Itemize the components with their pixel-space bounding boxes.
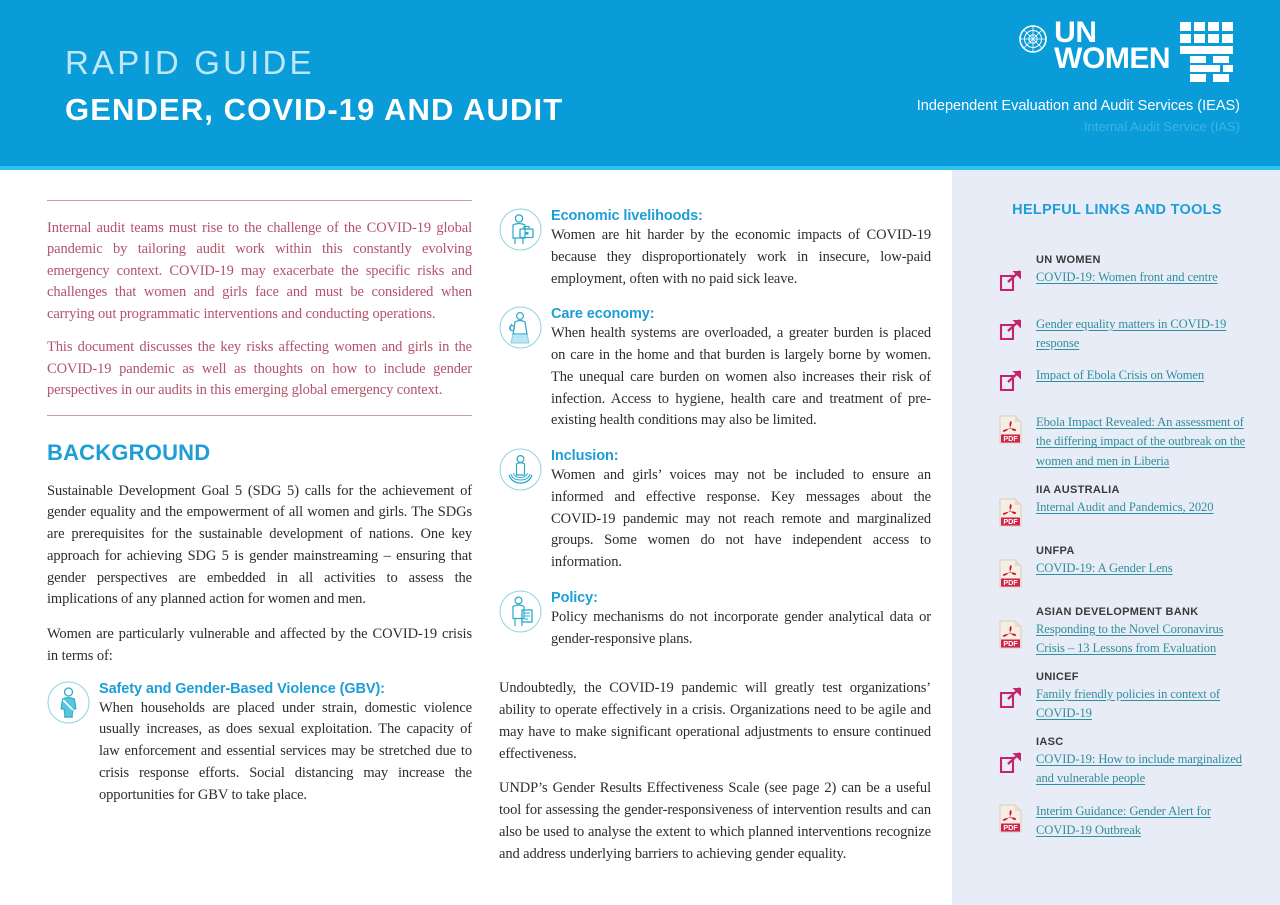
external-link-icon[interactable] [998, 368, 1024, 396]
svg-text:PDF: PDF [1003, 516, 1018, 526]
un-women-logo [940, 16, 1240, 89]
sidebar-link-text[interactable]: Impact of Ebola Crisis on Women [1036, 368, 1205, 383]
pdf-icon[interactable] [998, 498, 1024, 526]
pdf-icon[interactable] [998, 620, 1024, 648]
sidebar-link-row[interactable] [980, 498, 1254, 532]
external-link-icon[interactable] [998, 685, 1024, 713]
link-organization-label: UN WOMEN [1036, 254, 1101, 266]
inclusion-hands-icon [499, 448, 542, 491]
sidebar-link-text[interactable]: COVID-19: Women front and centre [1036, 270, 1218, 284]
sidebar-link-text[interactable]: COVID-19: A Gender Lens [1036, 560, 1173, 575]
bullet-title: Economic livelihoods: [551, 208, 703, 224]
bullet-body: Women are hit harder by the economic impacts of COVID-19 because they disproportionately work in insecure, low-paid employment, often with no paid sick leave. [551, 227, 931, 287]
bullet-inclusion [499, 448, 931, 574]
page-header [0, 0, 1280, 170]
sidebar-link-row[interactable] [980, 413, 1254, 470]
sidebar-links-list [980, 254, 1254, 840]
sidebar-link-text[interactable]: Gender equality matters in COVID-19 response [1036, 317, 1227, 351]
bullet-body: When households are placed under strain, domestic violence usually increases, as does sexual exploitation. The capacity of law enforcement and essential services may be stretched due to crisis response efforts. Social distancing may increase the opportunities for GBV to take place. [99, 699, 472, 803]
bullet-title: Safety and Gender-Based Violence (GBV): [99, 680, 385, 697]
link-organization-label: IASC [1036, 736, 1064, 749]
sidebar-link-row[interactable] [980, 366, 1254, 400]
sidebar-link-group [980, 802, 1254, 840]
left-column [47, 200, 472, 822]
sidebar-link-text[interactable]: Ebola Impact Revealed: An assessment of the differing impact of the outbreak on the women and men in Liberia [1036, 415, 1246, 468]
helpful-links-sidebar [952, 170, 1280, 905]
background-paragraph-1: Sustainable Development Goal 5 (SDG 5) calls for the achievement of gender equality and the empowerment of all women and girls. The SDGs are prerequisites for the sustainable development of nations. One key approach for achieving SDG 5 is gender mainstreaming – ensuring that gender perspectives are embedded in all activities to assess the implications of any planned action for women and men. [47, 482, 472, 608]
bullet-body: When health systems are overloaded, a greater burden is placed on care in the home and that burden is largely borne by women. The unequal care burden on women also increases their risk of infection. Access to hygiene, health care and treatment of pre-existing health conditions may also be limited. [551, 325, 931, 429]
page-title: GENDER, COVID-19 AND AUDIT [65, 92, 564, 127]
middle-column [499, 208, 931, 878]
sidebar-link-text[interactable]: Family friendly policies in context of COVID-19 [1036, 686, 1221, 721]
link-organization-label: UNICEF [1036, 670, 1079, 683]
sidebar-link-text[interactable]: Interim Guidance: Gender Alert for COVID-19 Outbreak [1036, 803, 1211, 837]
sidebar-link-row[interactable] [980, 559, 1254, 593]
sidebar-link-row[interactable] [980, 750, 1254, 788]
sidebar-title: HELPFUL LINKS AND TOOLS [1012, 202, 1222, 218]
sidebar-link-group [980, 736, 1254, 788]
sidebar-link-group [980, 671, 1254, 723]
bullet-economic-livelihoods [499, 208, 931, 290]
link-organization-label: IIA AUSTRALIA [1036, 483, 1120, 496]
caregiver-icon [499, 306, 542, 349]
sidebar-link-row[interactable] [980, 620, 1254, 658]
sidebar-link-row[interactable] [980, 685, 1254, 723]
sidebar-link-row[interactable] [980, 315, 1254, 353]
svg-text:PDF: PDF [1003, 434, 1018, 444]
un-emblem-icon [1018, 24, 1048, 54]
link-organization-label: UNFPA [1036, 544, 1075, 557]
woman-figure-icon [47, 681, 90, 724]
sidebar-link-group [980, 545, 1254, 593]
bullet-safety-gbv [47, 681, 472, 807]
sidebar-link-group [980, 254, 1254, 302]
sidebar-link-text[interactable]: COVID-19: How to include marginalized and vulnerable people [1036, 752, 1242, 786]
link-organization-label: ASIAN DEVELOPMENT BANK [1036, 605, 1199, 618]
external-link-icon[interactable] [998, 268, 1024, 296]
intro-divider-bottom [47, 415, 472, 416]
pdf-icon[interactable] [998, 559, 1024, 587]
pdf-icon[interactable] [998, 415, 1024, 443]
bullet-title: Policy: [551, 589, 598, 606]
header-subtitle-secondary: Internal Audit Service (IAS) [1083, 119, 1240, 134]
bullet-title: Care economy: [551, 306, 655, 323]
svg-text:PDF: PDF [1003, 638, 1018, 648]
pdf-icon[interactable] [998, 804, 1024, 832]
background-paragraph-2: Women are particularly vulnerable and affected by the COVID-19 crisis in terms of: [47, 626, 472, 664]
sidebar-link-group [980, 366, 1254, 400]
sidebar-link-row[interactable] [980, 802, 1254, 840]
intro-paragraph-2: This document discusses the key risks affecting women and girls in the COVID-19 pandemic as well as thoughts on how to include gender perspectives in our audits in this emerging global emergency context. [47, 339, 472, 399]
bullet-care-economy [499, 306, 931, 432]
header-kicker: RAPID GUIDE [65, 44, 315, 81]
sidebar-link-group [980, 315, 1254, 353]
bullet-title: Inclusion: [551, 448, 619, 464]
sidebar-link-text[interactable]: Internal Audit and Pandemics, 2020 [1036, 499, 1214, 514]
svg-text:PDF: PDF [1003, 822, 1018, 832]
sidebar-link-text[interactable]: Responding to the Novel Coronavirus Crisis – 13 Lessons from Evaluation [1036, 621, 1224, 655]
logo-text-un: UN [1054, 16, 1097, 49]
intro-paragraph-1: Internal audit teams must rise to the challenge of the COVID-19 global pandemic by tailoring audit work within this constantly evolving emergency context. COVID-19 may exacerbate the specific risks and challenges that women and girls face and must be considered when carrying out programmatic interventions and conducting operations. [47, 220, 472, 322]
bullet-body: Policy mechanisms do not incorporate gender analytical data or gender-responsive plans. [551, 608, 931, 647]
sidebar-link-group [980, 606, 1254, 658]
middle-paragraph-1: Undoubtedly, the COVID-19 pandemic will greatly test organizations’ ability to operate effectively in a crisis. Organizations need to be agile and may have to make significant operational adjustments to ensure continued effectiveness. [499, 680, 931, 762]
header-subtitle-primary: Independent Evaluation and Audit Services (IEAS) [916, 98, 1240, 114]
sidebar-link-row[interactable] [980, 268, 1254, 302]
svg-text:PDF: PDF [1003, 577, 1018, 587]
policy-document-icon [499, 590, 542, 633]
sidebar-link-group [980, 413, 1254, 470]
logo-text-women: WOMEN [1054, 42, 1170, 76]
bullet-policy [499, 590, 931, 651]
external-link-icon[interactable] [998, 317, 1024, 345]
intro-divider-top [47, 200, 472, 201]
bullet-body: Women and girls’ voices may not be included to ensure an informed and effective response. Key messages about the COVID-19 pandemic may not reach remote and marginalized groups. Some women do not have independent access to information. [551, 467, 931, 570]
sidebar-link-group [980, 484, 1254, 532]
briefcase-worker-icon [499, 208, 542, 251]
external-link-icon[interactable] [998, 750, 1024, 778]
un-women-mark-icon [1180, 22, 1240, 89]
middle-paragraph-2: UNDP’s Gender Results Effectiveness Scale (see page 2) can be a useful tool for assessing the gender-responsiveness of intervention results and can also be used to analyse the extent to which planned interventions recognize and address underlying barriers to achieving gender equality. [499, 780, 931, 862]
section-heading-background: BACKGROUND [47, 439, 211, 465]
